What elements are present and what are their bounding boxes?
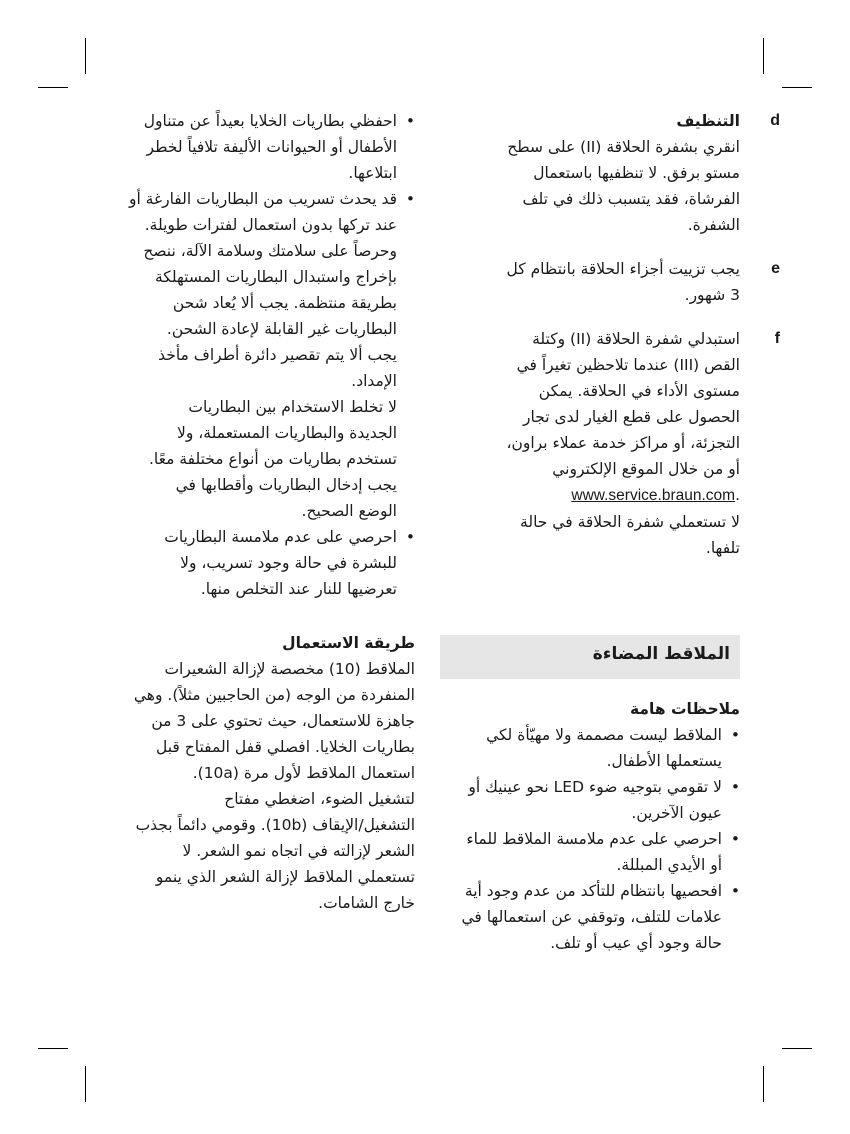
item-f-line: مستوى الأداء في الحلاقة. يمكن <box>538 382 740 400</box>
item-d-line: انقري بشفرة الحلاقة (II) على سطح <box>507 138 740 156</box>
item-d-line: مستو برفق. لا تنظفيها باستعمال <box>533 164 740 182</box>
note-line: عيون الآخرين. <box>631 804 722 822</box>
item-e <box>440 256 780 308</box>
usage-section <box>100 630 415 916</box>
battery-line: تستخدم بطاريات من أنواع مختلفة معًا. <box>148 450 397 468</box>
crop-mark-top-right-vertical <box>763 38 764 74</box>
battery-line: الوضع الصحيح. <box>301 502 397 520</box>
battery-line: وحرصاً على سلامتك وسلامة الآلة، ننصح <box>143 242 397 260</box>
usage-line: الملاقط (10) مخصصة لإزالة الشعيرات <box>164 660 415 678</box>
left-column <box>100 108 415 916</box>
battery-line: • قد يحدث تسريب من البطاريات الفارغة أو <box>128 190 397 208</box>
crop-mark-bottom-right-horizontal <box>782 1048 812 1049</box>
battery-line: يجب ألا يتم تقصير دائرة أطراف مأخذ <box>158 346 397 364</box>
battery-line: ابتلاعها. <box>348 164 397 182</box>
important-notes-heading: ملاحظات هامة <box>630 700 740 718</box>
item-f-line: لا تستعملي شفرة الحلاقة في حالة <box>520 513 740 531</box>
link-period: . <box>735 486 740 504</box>
battery-line: عند تركها بدون استعمال لفترات طويلة. <box>144 216 397 234</box>
item-letter-d: d <box>770 112 780 129</box>
battery-line: لا تخلط الاستخدام بين البطاريات <box>188 398 397 416</box>
usage-line: لتشغيل الضوء، اضغطي مفتاح <box>224 790 415 808</box>
battery-line: الجديدة والبطاريات المستعملة، ولا <box>177 424 397 442</box>
cleaning-title: التنظيف <box>676 112 740 130</box>
battery-bullet-2 <box>100 186 415 524</box>
section-header-band <box>440 635 740 679</box>
battery-line: بطريقة منتظمة. يجب ألا يُعاد شحن <box>172 294 397 312</box>
usage-line: استعمال الملاقط لأول مرة (10a). <box>192 764 415 782</box>
note-bullet <box>440 826 740 878</box>
right-column <box>440 108 780 561</box>
item-d <box>440 108 780 238</box>
item-e-line: يجب تزييت أجزاء الحلاقة بانتظام كل <box>506 260 740 278</box>
notes-section <box>440 696 740 956</box>
usage-line: الشعر لإزالته في اتجاه نمو الشعر. لا <box>182 842 415 860</box>
item-d-line: الشفرة. <box>687 216 740 234</box>
usage-line: التشغيل/الإيقاف (10b). وقومي دائماً بجذب <box>135 816 415 834</box>
battery-line: • احفظي بطاريات الخلايا بعيداً عن متناول <box>143 112 397 130</box>
battery-line: للبشرة في حالة وجود تسريب، ولا <box>180 554 397 572</box>
note-line: أو الأيدي المبللة. <box>616 856 722 874</box>
note-line: • لا تقومي بتوجيه ضوء LED نحو عينيك أو <box>468 778 722 796</box>
service-link-line <box>440 482 740 509</box>
item-f <box>440 326 780 561</box>
crop-mark-top-left-horizontal <box>38 87 68 88</box>
usage-line: المنفردة من الوجه (من الحاجبين مثلاً). وهي <box>133 686 415 704</box>
item-f-line: التجزئة، أو مراكز خدمة عملاء براون، <box>506 434 740 452</box>
battery-line: الإمداد. <box>351 372 397 390</box>
note-line: يستعملها الأطفال. <box>606 752 722 770</box>
battery-bullet-3 <box>100 524 415 602</box>
note-line: • الملاقط ليست مصممة ولا مهيّأة لكي <box>486 726 722 744</box>
item-f-line: تلفها. <box>705 539 740 557</box>
note-bullet <box>440 878 740 956</box>
item-f-line: القص (III) عندما تلاحظين تغيراً في <box>516 356 740 374</box>
item-letter-f: f <box>774 330 780 347</box>
note-bullet <box>440 774 740 826</box>
service-website-link[interactable]: www.service.braun.com <box>571 487 736 504</box>
battery-line: • احرصي على عدم ملامسة البطاريات <box>164 528 397 546</box>
item-f-line: الحصول على قطع الغيار لدى تجار <box>523 408 740 426</box>
note-line: • افحصيها بانتظام للتأكد من عدم وجود أية <box>464 882 722 900</box>
battery-line: تعرضيها للنار عند التخلص منها. <box>200 580 397 598</box>
battery-bullet-1 <box>100 108 415 186</box>
battery-line: بإخراج واستبدال البطاريات المستهلكة <box>155 268 397 286</box>
battery-line: يجب إدخال البطاريات وأقطابها في <box>175 476 397 494</box>
note-bullet <box>440 722 740 774</box>
note-line: علامات للتلف، وتوقفي عن استعمالها في <box>461 908 722 926</box>
usage-line: تستعملي الملاقط لإزالة الشعر الذي ينمو <box>155 868 415 886</box>
usage-heading: طريقة الاستعمال <box>282 634 415 652</box>
battery-line: البطاريات غير القابلة لإعادة الشحن. <box>166 320 397 338</box>
crop-mark-bottom-left-vertical <box>85 1066 86 1102</box>
item-letter-e: e <box>771 260 780 277</box>
crop-mark-top-left-vertical <box>85 38 86 74</box>
section-title-illuminated-tweezers: الملاقط المضاءة <box>592 644 730 664</box>
note-line: • احرصي على عدم ملامسة الملاقط للماء <box>466 830 722 848</box>
item-d-line: الفرشاة، فقد يتسبب ذلك في تلف <box>522 190 740 208</box>
crop-mark-bottom-right-vertical <box>763 1066 764 1102</box>
usage-line: جاهزة للاستعمال، حيث تحتوي على 3 من <box>151 712 415 730</box>
item-e-line: 3 شهور. <box>684 286 740 304</box>
item-f-line: أو من خلال الموقع الإلكتروني <box>552 460 740 478</box>
usage-line: خارج الشامات. <box>318 894 415 912</box>
crop-mark-bottom-left-horizontal <box>38 1048 68 1049</box>
usage-line: بطاريات الخلايا. افصلي قفل المفتاح قبل <box>155 738 415 756</box>
battery-line: الأطفال أو الحيوانات الأليفة تلافياً لخطر <box>146 138 397 156</box>
item-f-line: استبدلي شفرة الحلاقة (II) وكتلة <box>532 330 740 348</box>
note-line: حالة وجود أي عيب أو تلف. <box>550 934 722 952</box>
crop-mark-top-right-horizontal <box>782 87 812 88</box>
